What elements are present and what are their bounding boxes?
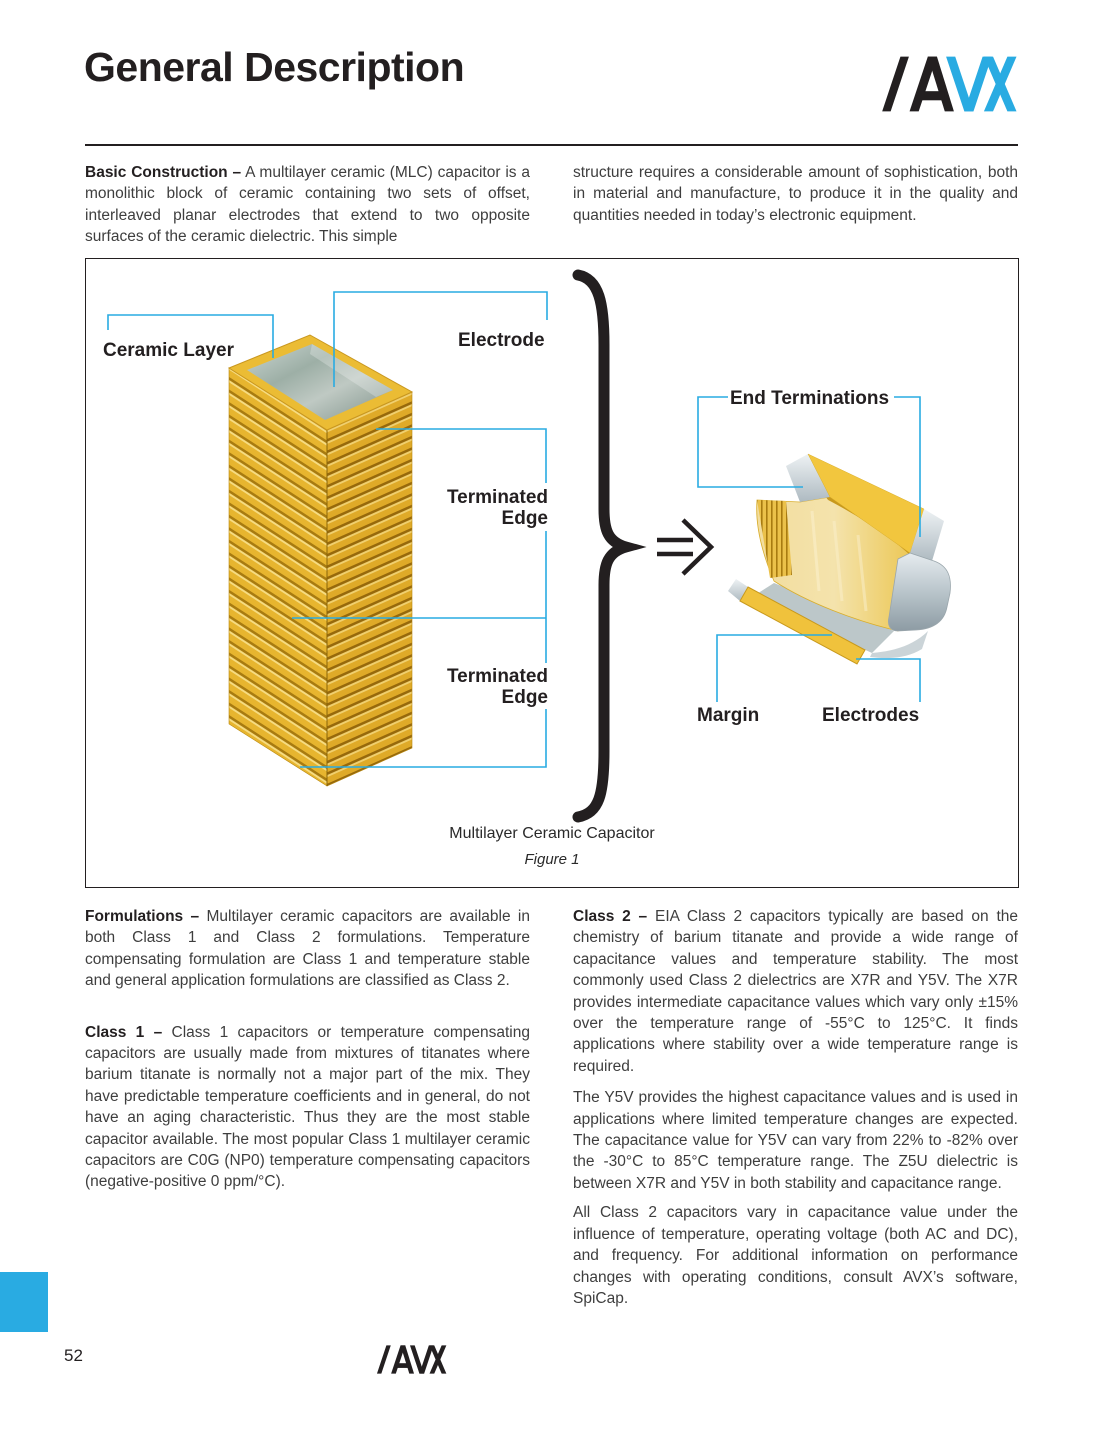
- class2-y5v-paragraph: The Y5V provides the highest capacitance values and is used in applications where limited temperature changes are expected. The capacitance value for Y5V can vary from 22% to -82% over the -30°C to 85°C temperature range. The Z5U dielectric is between X7R and Y5V in both stability and capacitance range.: [573, 1089, 1018, 1192]
- avx-logo-footer-glyphs: [377, 1345, 446, 1373]
- formulations-lead: Formulations –: [85, 908, 200, 925]
- brace: [578, 275, 626, 817]
- avx-logo-black-part: [882, 57, 954, 112]
- basic-construction-paragraph: [85, 162, 530, 248]
- basic-construction-body: A multilayer ceramic (MLC) capacitor is a monolithic block of ceramic containing two sets of offset, interleaved planar electrodes that extend to two opposite surfaces of the ceramic dielectric. This simple: [85, 164, 530, 246]
- formulations-body: Multilayer ceramic capacitors are available in both Class 1 and Class 2 formulations. Temperature compensating formulation are Class 1 and temperature stable and general application formulations are classified as Class 2.: [85, 908, 530, 990]
- avx-logo-footer: [376, 1344, 448, 1375]
- mlcc-layer-stack: [229, 335, 412, 786]
- avx-logo: [880, 54, 1020, 114]
- lower-right-column: [573, 906, 1018, 1309]
- class2-all-paragraph: All Class 2 capacitors vary in capacitance value under the influence of temperature, operating voltage (both AC and DC), and frequency. For additional information on performance changes with operating conditions, consult AVX’s software, SpiCap.: [573, 1204, 1018, 1307]
- label-end-terminations: End Terminations: [730, 388, 890, 409]
- label-electrodes: Electrodes: [822, 705, 920, 726]
- class2-body: EIA Class 2 capacitors typically are based on the chemistry of barium titanate and provide a wide range of capacitance values and temperature stability. The most commonly used Class 2 dielectrics are X7R and Y5V. The X7R provides intermediate capacitance values which vary only ±15% over the temperature range of -55°C to 125°C. It finds applications where stability over a wide temperature range is required.: [573, 908, 1018, 1075]
- formulations-paragraph: [85, 906, 530, 992]
- label-electrode: Electrode: [458, 330, 545, 351]
- figure-caption: Multilayer Ceramic Capacitor: [449, 825, 655, 842]
- mlcc-chip-cutaway: [728, 454, 950, 664]
- label-terminated-edge-upper: Terminated Edge: [446, 487, 548, 529]
- double-arrow-icon: [657, 520, 711, 574]
- class2-lead: Class 2 –: [573, 908, 648, 925]
- intro-continuation-paragraph: structure requires a considerable amount of sophistication, both in material and manufacture, to produce it in the quality and quantities needed in today’s electronic equipment.: [573, 164, 1018, 224]
- page-title: General Description: [84, 44, 465, 90]
- label-ceramic-layer: Ceramic Layer: [103, 340, 234, 361]
- margin-callout: [717, 635, 832, 702]
- avx-logo-cyan-part: [946, 57, 1016, 112]
- class1-body: Class 1 capacitors or temperature compensating capacitors are usually made from mixtures of titanates where barium titanate is normally not a major part of the mix. They have predictable temperature coefficients and in general, do not have an aging characteristic. Thus they are the most stable capacitor available. The most popular Class 1 multilayer ceramic capacitors are C0G (NP0) temperature compensating capacitors (negative-positive 0 ppm/°C).: [85, 1023, 530, 1191]
- footer-accent-square: [0, 1272, 48, 1332]
- basic-construction-lead: Basic Construction –: [85, 164, 242, 181]
- class2-paragraph: [573, 906, 1018, 1077]
- end-terminations-callout-left: [698, 397, 803, 487]
- page-number: 52: [64, 1346, 83, 1365]
- class1-paragraph: [85, 1022, 530, 1193]
- header-rule: [85, 144, 1018, 146]
- figure-number: Figure 1: [524, 851, 580, 868]
- electrodes-callout: [856, 659, 920, 702]
- intro-left-column: [85, 162, 530, 248]
- class1-lead: Class 1 –: [85, 1023, 163, 1041]
- label-margin: Margin: [697, 705, 760, 726]
- end-termination-right: [888, 553, 950, 631]
- figure-1: [85, 258, 1019, 888]
- lower-left-column: [85, 906, 530, 1193]
- intro-right-column: [573, 162, 1018, 226]
- label-terminated-edge-lower: Terminated Edge: [446, 666, 548, 708]
